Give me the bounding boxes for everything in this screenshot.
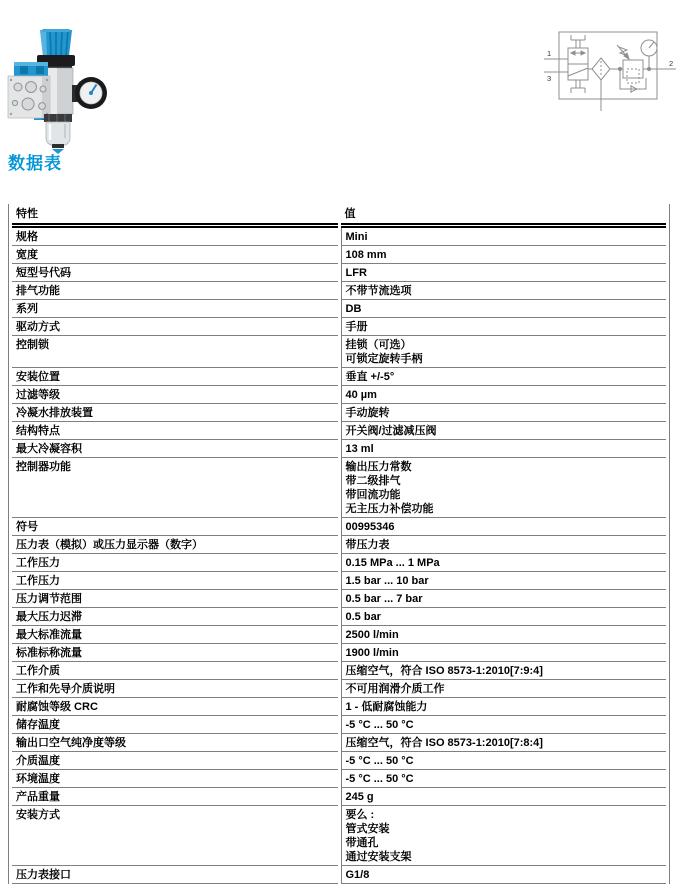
spec-label-cell: 控制锁 xyxy=(12,336,338,368)
table-row xyxy=(12,422,666,440)
spec-label-cell: 工作压力 xyxy=(12,572,338,590)
spec-label-cell: 系列 xyxy=(12,300,338,318)
spec-value-cell: 压缩空气，符合 ISO 8573-1:2010[7:8:4] xyxy=(341,734,667,752)
table-row xyxy=(12,734,666,752)
spec-label-cell: 排气功能 xyxy=(12,282,338,300)
table-row xyxy=(12,806,666,866)
spec-label-cell: 短型号代码 xyxy=(12,264,338,282)
pressure-gauge-icon xyxy=(75,77,107,109)
spec-label-cell: 介质温度 xyxy=(12,752,338,770)
spec-value-cell: -5 °C ... 50 °C xyxy=(341,770,667,788)
table-row xyxy=(12,518,666,536)
spec-value-cell: 0.5 bar xyxy=(341,608,667,626)
filter-symbol xyxy=(592,58,610,111)
spec-label-cell: 工作介质 xyxy=(12,662,338,680)
table-row xyxy=(12,866,666,884)
spec-label-cell: 结构特点 xyxy=(12,422,338,440)
table-row xyxy=(12,282,666,300)
spec-label-cell: 压力表接口 xyxy=(12,866,338,884)
table-row xyxy=(12,228,666,246)
spec-label-cell: 宽度 xyxy=(12,246,338,264)
header-feature: 特性 xyxy=(12,204,338,228)
manifold-block xyxy=(8,76,50,118)
spec-label-cell: 安装位置 xyxy=(12,368,338,386)
spec-value-cell: 1 - 低耐腐蚀能力 xyxy=(341,698,667,716)
spec-value-cell: 1900 l/min xyxy=(341,644,667,662)
spec-value-cell: 00995346 xyxy=(341,518,667,536)
table-row xyxy=(12,662,666,680)
spec-value-cell: 要么 : 管式安装 带通孔 通过安装支架 xyxy=(341,806,667,866)
port-1-label: 1 xyxy=(547,49,552,58)
table-row xyxy=(12,680,666,698)
table-row xyxy=(12,318,666,336)
table-row xyxy=(12,608,666,626)
spec-value-cell: 不带节流选项 xyxy=(341,282,667,300)
table-row xyxy=(12,770,666,788)
spec-label-cell: 耐腐蚀等级 CRC xyxy=(12,698,338,716)
spec-label-cell: 标准标称流量 xyxy=(12,644,338,662)
spec-value-cell: 13 ml xyxy=(341,440,667,458)
table-row xyxy=(12,644,666,662)
filter-bowl xyxy=(44,114,72,146)
port-2-label: 2 xyxy=(669,59,674,68)
page-title: 数据表 xyxy=(8,154,62,173)
spec-value-cell: 垂直 +/-5° xyxy=(341,368,667,386)
table-row xyxy=(12,626,666,644)
product-photo-icon xyxy=(6,26,110,154)
spec-label-cell: 最大标准流量 xyxy=(12,626,338,644)
spec-value-cell: DB xyxy=(341,300,667,318)
table-row xyxy=(12,440,666,458)
table-row xyxy=(12,386,666,404)
table-row xyxy=(12,246,666,264)
spec-label-cell: 符号 xyxy=(12,518,338,536)
spec-value-cell: 1.5 bar ... 10 bar xyxy=(341,572,667,590)
spec-value-cell: 手册 xyxy=(341,318,667,336)
spec-label-cell: 过滤等级 xyxy=(12,386,338,404)
spec-value-cell: G1/8 xyxy=(341,866,667,884)
table-row xyxy=(12,590,666,608)
spec-value-cell: LFR xyxy=(341,264,667,282)
spec-value-cell: 带压力表 xyxy=(341,536,667,554)
spec-label-cell: 冷凝水排放装置 xyxy=(12,404,338,422)
spec-value-cell: Mini xyxy=(341,228,667,246)
spec-label-cell: 安装方式 xyxy=(12,806,338,866)
spec-value-cell: 0.15 MPa ... 1 MPa xyxy=(341,554,667,572)
table-row xyxy=(12,336,666,368)
table-row xyxy=(12,698,666,716)
spec-value-cell: 压缩空气，符合 ISO 8573-1:2010[7:9:4] xyxy=(341,662,667,680)
spec-label-cell: 工作压力 xyxy=(12,554,338,572)
spec-label-cell: 规格 xyxy=(12,228,338,246)
spec-label-cell: 驱动方式 xyxy=(12,318,338,336)
spec-label-cell: 控制器功能 xyxy=(12,458,338,518)
spec-label-cell: 工作和先导介质说明 xyxy=(12,680,338,698)
table-row xyxy=(12,788,666,806)
spec-value-cell: -5 °C ... 50 °C xyxy=(341,752,667,770)
port-3-label: 3 xyxy=(547,74,552,83)
spec-value-cell: 挂锁（可选） 可锁定旋转手柄 xyxy=(341,336,667,368)
table-header-row xyxy=(12,204,666,228)
table-row xyxy=(12,404,666,422)
circuit-schematic xyxy=(543,23,680,117)
knob-icon xyxy=(40,29,72,56)
spec-label-cell: 输出口空气纯净度等级 xyxy=(12,734,338,752)
spec-label-cell: 最大冷凝容积 xyxy=(12,440,338,458)
spec-label-cell: 压力调节范围 xyxy=(12,590,338,608)
spec-value-cell: 手动旋转 xyxy=(341,404,667,422)
spec-value-cell: -5 °C ... 50 °C xyxy=(341,716,667,734)
spec-table xyxy=(8,204,670,884)
spec-label-cell: 压力表（模拟）或压力显示器（数字） xyxy=(12,536,338,554)
spec-value-cell: 0.5 bar ... 7 bar xyxy=(341,590,667,608)
table-row xyxy=(12,716,666,734)
table-row xyxy=(12,554,666,572)
spec-value-cell: 245 g xyxy=(341,788,667,806)
spec-label-cell: 环境温度 xyxy=(12,770,338,788)
table-row xyxy=(12,300,666,318)
table-row xyxy=(12,264,666,282)
spec-value-cell: 不可用润滑介质工作 xyxy=(341,680,667,698)
table-row xyxy=(12,752,666,770)
spec-value-cell: 2500 l/min xyxy=(341,626,667,644)
table-row xyxy=(12,572,666,590)
header-value: 值 xyxy=(341,204,667,228)
spec-table-body xyxy=(12,228,666,884)
spec-value-cell: 40 µm xyxy=(341,386,667,404)
table-row xyxy=(12,368,666,386)
spec-label-cell: 储存温度 xyxy=(12,716,338,734)
spec-label-cell: 最大压力迟滞 xyxy=(12,608,338,626)
table-row xyxy=(12,458,666,518)
shutoff-valve-symbol xyxy=(568,35,588,93)
table-row xyxy=(12,536,666,554)
spec-value-cell: 108 mm xyxy=(341,246,667,264)
spec-value-cell: 开关阀/过滤减压阀 xyxy=(341,422,667,440)
spec-label-cell: 产品重量 xyxy=(12,788,338,806)
spec-value-cell: 输出压力常数 带二级排气 带回流功能 无主压力补偿功能 xyxy=(341,458,667,518)
